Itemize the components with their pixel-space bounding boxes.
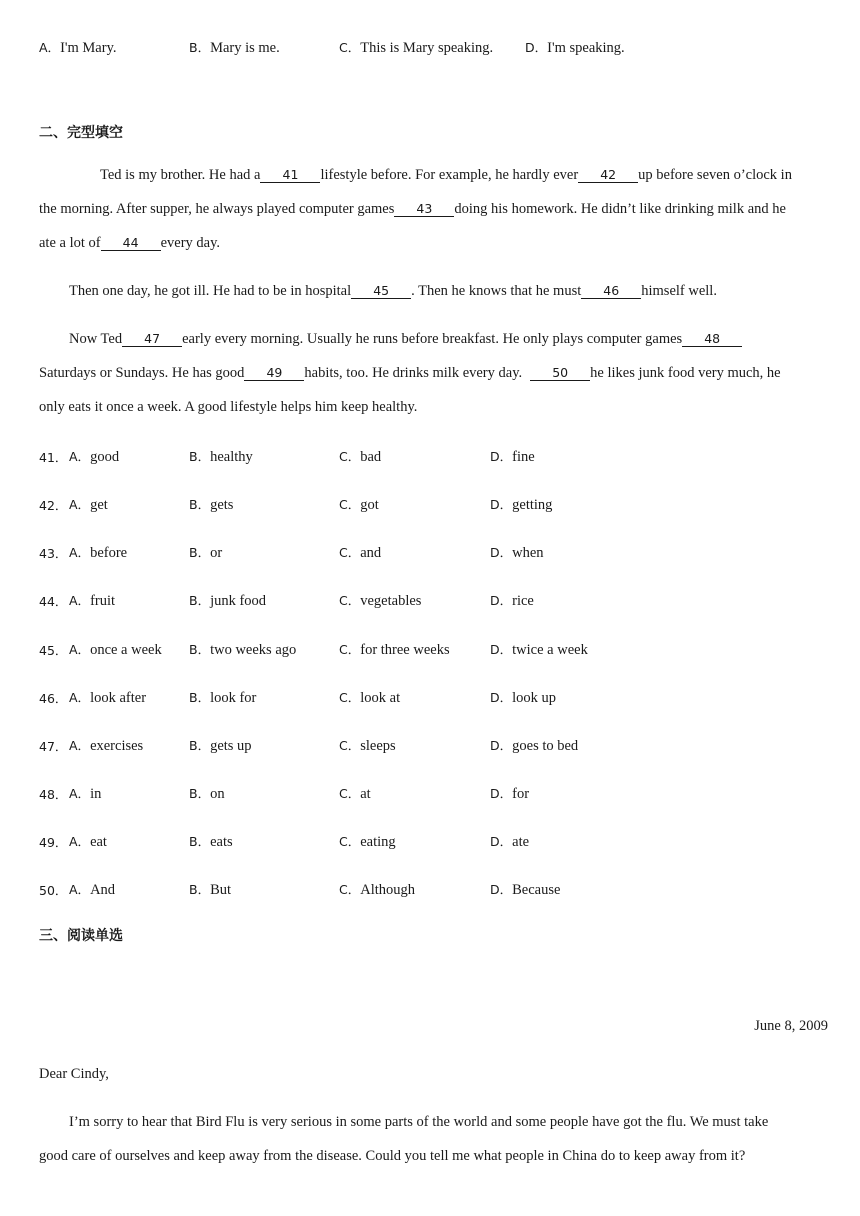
option-letter: C． <box>339 786 361 801</box>
blank-50: 50 <box>530 365 590 381</box>
section-heading-cloze: 二、完型填空 <box>39 125 123 141</box>
option-text: getting <box>512 497 553 513</box>
passage-line <box>69 331 742 348</box>
passage-text: Saturdays or Sundays. He has good <box>39 365 245 381</box>
option-text: for <box>512 786 530 802</box>
option-text: vegetables <box>360 593 422 609</box>
passage-text: the morning. After supper, he always played computer games <box>39 201 395 217</box>
option-c <box>339 784 371 803</box>
option-d <box>490 688 556 707</box>
option-text: look at <box>360 690 401 706</box>
option-d <box>490 640 588 659</box>
blank-44: 44 <box>101 235 161 251</box>
option-text: get <box>90 497 108 513</box>
blank-46: 46 <box>581 283 641 299</box>
option-letter: D． <box>490 449 513 464</box>
option-letter: C． <box>339 882 361 897</box>
option-letter: C． <box>339 449 361 464</box>
option-text: once a week <box>90 642 162 658</box>
option-text: fruit <box>90 593 116 609</box>
option-text: Although <box>360 882 416 898</box>
option-a <box>69 591 115 610</box>
passage-text: himself well. <box>641 283 717 299</box>
option-text: when <box>512 545 544 561</box>
option-letter: B． <box>189 593 211 608</box>
passage-text: only eats it once a week. A good lifestyle helps him keep healthy. <box>39 399 418 415</box>
option-letter: B． <box>189 449 211 464</box>
option-d <box>490 447 535 466</box>
passage-line <box>39 201 786 218</box>
option-text: sleeps <box>360 738 396 754</box>
option-letter: B． <box>189 690 211 705</box>
passage-line <box>39 365 781 382</box>
question-number: 48． <box>39 787 68 802</box>
option-letter: B． <box>189 834 211 849</box>
option-text: gets <box>210 497 234 513</box>
option-b <box>189 591 266 610</box>
option-text: gets up <box>210 738 252 754</box>
option-d <box>490 495 552 514</box>
option-b <box>189 736 252 755</box>
passage-text: doing his homework. He didn’t like drinking milk and he <box>454 201 786 217</box>
question-number: 49． <box>39 835 68 850</box>
option-b <box>189 495 233 514</box>
question-number: 42． <box>39 498 68 513</box>
option-letter: C． <box>339 738 361 753</box>
option-text: look for <box>210 690 257 706</box>
section-heading-reading: 三、阅读单选 <box>39 928 123 944</box>
option-text: on <box>210 786 225 802</box>
option-letter: A． <box>69 738 91 753</box>
option-letter: D． <box>490 690 513 705</box>
option-text: goes to bed <box>512 738 579 754</box>
option-text: or <box>210 545 223 561</box>
option-b <box>189 447 253 466</box>
option-d <box>490 880 560 899</box>
option-c <box>339 495 379 514</box>
option-letter: B． <box>189 882 211 897</box>
option-b <box>189 832 233 851</box>
option-text: junk food <box>210 593 267 609</box>
blank-43: 43 <box>394 201 454 217</box>
option-b <box>189 784 225 803</box>
option-text: eat <box>90 834 107 850</box>
option-text: And <box>90 882 116 898</box>
option-a <box>69 640 162 659</box>
option-c <box>339 832 396 851</box>
option-b <box>189 38 280 57</box>
option-text: exercises <box>90 738 144 754</box>
option-text: Mary is me. <box>210 40 280 56</box>
passage-text: lifestyle before. For example, he hardly ever <box>320 167 579 183</box>
option-letter: C． <box>339 834 361 849</box>
option-letter: D． <box>490 882 513 897</box>
question-number: 43． <box>39 546 68 561</box>
option-text: bad <box>360 449 382 465</box>
blank-47: 47 <box>122 331 182 347</box>
passage-text: up before seven o’clock in <box>638 167 792 183</box>
question-number: 41． <box>39 450 68 465</box>
option-b <box>189 880 231 899</box>
option-b <box>189 543 222 562</box>
option-text: for three weeks <box>360 642 450 658</box>
option-letter: C． <box>339 690 361 705</box>
option-letter: D． <box>490 642 513 657</box>
option-a <box>69 688 146 707</box>
option-text: look after <box>90 690 147 706</box>
option-d <box>490 591 534 610</box>
option-text: healthy <box>210 449 253 465</box>
passage-text: Ted is my brother. He had a <box>100 167 261 183</box>
option-letter: B． <box>189 40 211 55</box>
option-letter: B． <box>189 497 211 512</box>
option-letter: A． <box>69 593 91 608</box>
option-letter: A． <box>69 690 91 705</box>
option-b <box>189 688 256 707</box>
option-letter: C． <box>339 545 361 560</box>
passage-line <box>39 399 417 416</box>
option-c <box>339 591 421 610</box>
option-text: I'm speaking. <box>547 40 625 56</box>
option-c <box>339 688 400 707</box>
option-letter: A． <box>69 786 91 801</box>
option-text: twice a week <box>512 642 588 658</box>
option-text: got <box>360 497 379 513</box>
question-number: 45． <box>39 643 68 658</box>
question-number: 44． <box>39 594 68 609</box>
option-text: This is Mary speaking. <box>360 40 494 56</box>
option-text: good <box>90 449 120 465</box>
option-d <box>490 832 529 851</box>
blank-49: 49 <box>244 365 304 381</box>
option-letter: A． <box>69 497 91 512</box>
blank-42: 42 <box>578 167 638 183</box>
option-letter: B． <box>189 786 211 801</box>
option-text: in <box>90 786 102 802</box>
option-letter: C． <box>339 40 361 55</box>
option-b <box>189 640 296 659</box>
letter-date: June 8, 2009 <box>754 1018 828 1034</box>
passage-text: ate a lot of <box>39 235 101 251</box>
option-letter: A． <box>69 449 91 464</box>
option-a <box>69 880 115 899</box>
option-c <box>339 447 381 466</box>
option-text: rice <box>512 593 534 609</box>
option-letter: B． <box>189 545 211 560</box>
question-number: 46． <box>39 691 68 706</box>
option-letter: B． <box>189 738 211 753</box>
option-text: two weeks ago <box>210 642 297 658</box>
passage-line <box>39 235 220 252</box>
option-letter: D． <box>490 786 513 801</box>
option-text: eats <box>210 834 233 850</box>
option-d <box>490 736 578 755</box>
passage-line <box>100 167 792 184</box>
option-d <box>490 784 529 803</box>
passage-text: he likes junk food very much, he <box>590 365 781 381</box>
option-text: Because <box>512 882 561 898</box>
option-letter: D． <box>490 834 513 849</box>
passage-text: Now Ted <box>69 331 123 347</box>
option-d <box>525 38 625 57</box>
option-a <box>69 495 108 514</box>
passage-text: habits, too. He drinks milk every day. <box>304 365 523 381</box>
option-a <box>69 736 143 755</box>
option-text: look up <box>512 690 557 706</box>
question-number: 50． <box>39 883 68 898</box>
option-c <box>339 880 415 899</box>
option-text: at <box>360 786 371 802</box>
option-letter: D． <box>490 497 513 512</box>
option-letter: C． <box>339 642 361 657</box>
option-a <box>69 784 101 803</box>
option-d <box>490 543 544 562</box>
option-letter: A． <box>69 882 91 897</box>
option-letter: A． <box>69 642 91 657</box>
passage-text: Then one day, he got ill. He had to be in hospital <box>69 283 352 299</box>
option-c <box>339 736 396 755</box>
option-text: eating <box>360 834 396 850</box>
option-letter: A． <box>69 545 91 560</box>
letter-body-line: I’m sorry to hear that Bird Flu is very serious in some parts of the world and some people have got the flu. We must take <box>69 1114 769 1130</box>
option-text: fine <box>512 449 535 465</box>
option-letter: D． <box>490 545 513 560</box>
option-letter: A． <box>39 40 61 55</box>
option-c <box>339 543 381 562</box>
passage-text: every day. <box>160 235 221 251</box>
option-text: ate <box>512 834 530 850</box>
option-letter: B． <box>189 642 211 657</box>
option-letter: A． <box>69 834 91 849</box>
option-a <box>69 543 127 562</box>
option-text: I'm Mary. <box>60 40 117 56</box>
option-letter: D． <box>490 738 513 753</box>
passage-line <box>69 283 717 300</box>
option-text: before <box>90 545 128 561</box>
option-c <box>339 38 493 57</box>
blank-45: 45 <box>351 283 411 299</box>
option-letter: D． <box>525 40 548 55</box>
option-a <box>69 832 107 851</box>
letter-body-line: good care of ourselves and keep away from the disease. Could you tell me what people in China do to keep away from it? <box>39 1148 746 1164</box>
option-letter: D． <box>490 593 513 608</box>
passage-text: early every morning. Usually he runs before breakfast. He only plays computer games <box>182 331 683 347</box>
option-letter: C． <box>339 593 361 608</box>
option-text: But <box>210 882 232 898</box>
passage-text: . Then he knows that he must <box>411 283 582 299</box>
letter-greeting: Dear Cindy, <box>39 1066 109 1082</box>
option-text: and <box>360 545 382 561</box>
blank-48: 48 <box>682 331 742 347</box>
option-a <box>39 38 117 57</box>
blank-41: 41 <box>260 167 320 183</box>
option-c <box>339 640 450 659</box>
option-a <box>69 447 119 466</box>
question-number: 47． <box>39 739 68 754</box>
option-letter: C． <box>339 497 361 512</box>
